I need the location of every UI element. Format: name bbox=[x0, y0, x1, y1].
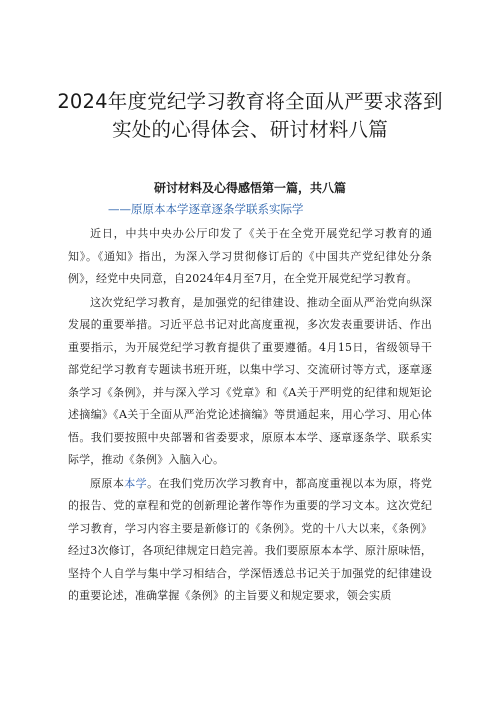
title-line-1: 2024年度党纪学习教育将全面从严要求落到 bbox=[57, 90, 443, 113]
paragraph-2: 这次党纪学习教育，是加强党的纪律建设、推动全面从严治党向纵深发展的重要举措。习近平总书记对此高度重视，多次发表重要讲话、作出重要指示，为开展党纪学习教育提供了重要遵循。4月15日，省级领导干部党纪学习教育专题读书班开班，以集中学习、交流研讨等方式，逐章逐条学习《条例》，并与深入学习《党章》和《A关于严明党的纪律和规矩论述摘编》《A关于全面从严治党论述摘编》等贯通起来，用心学习、用心体悟。我们要按照中央部署和省委要求，原原本本学、逐章逐条学、联系实际学，推动《条例》入脑入心。 bbox=[68, 295, 432, 466]
paragraph-3-lead: 原原本 bbox=[90, 476, 125, 490]
paragraph-3-highlight: 本学 bbox=[124, 476, 148, 490]
title-line-2: 实处的心得体会、研讨材料八篇 bbox=[112, 118, 388, 141]
paragraph-3-rest: 。在我们党历次学习教育中，都高度重视以本为原，将党的报告、党的章程和党的创新理论著作等作为重要的学习文本。这次党纪学习教育，学习内容主要是新修订的《条例》。党的十八大以来，《条例》经过3次修订，各项纪律规定日趋完善。我们要原原本本学、原汁原味悟，坚持个人自学与集中学习相结合，学深悟透总书记关于加强党的纪律建设的重要论述，准确掌握《条例》的主旨要义和规定要求，领会实质 bbox=[68, 476, 433, 602]
paragraph-1: 近日，中共中央办公厅印发了《关于在全党开展党纪学习教育的通知》。《通知》指出，为深入学习贯彻修订后的《中国共产党纪律处分条例》，经党中央同意，自2024年4月至7月，在全党开展党纪学习教育。 bbox=[68, 227, 432, 285]
section-subtitle: 研讨材料及心得感悟第一篇，共八篇 bbox=[153, 181, 346, 195]
document-title bbox=[54, 88, 446, 144]
paragraph-3 bbox=[68, 473, 432, 608]
body-text bbox=[68, 223, 432, 608]
section-tagline: ——原原本本学逐章逐条学联系实际学 bbox=[108, 202, 304, 216]
